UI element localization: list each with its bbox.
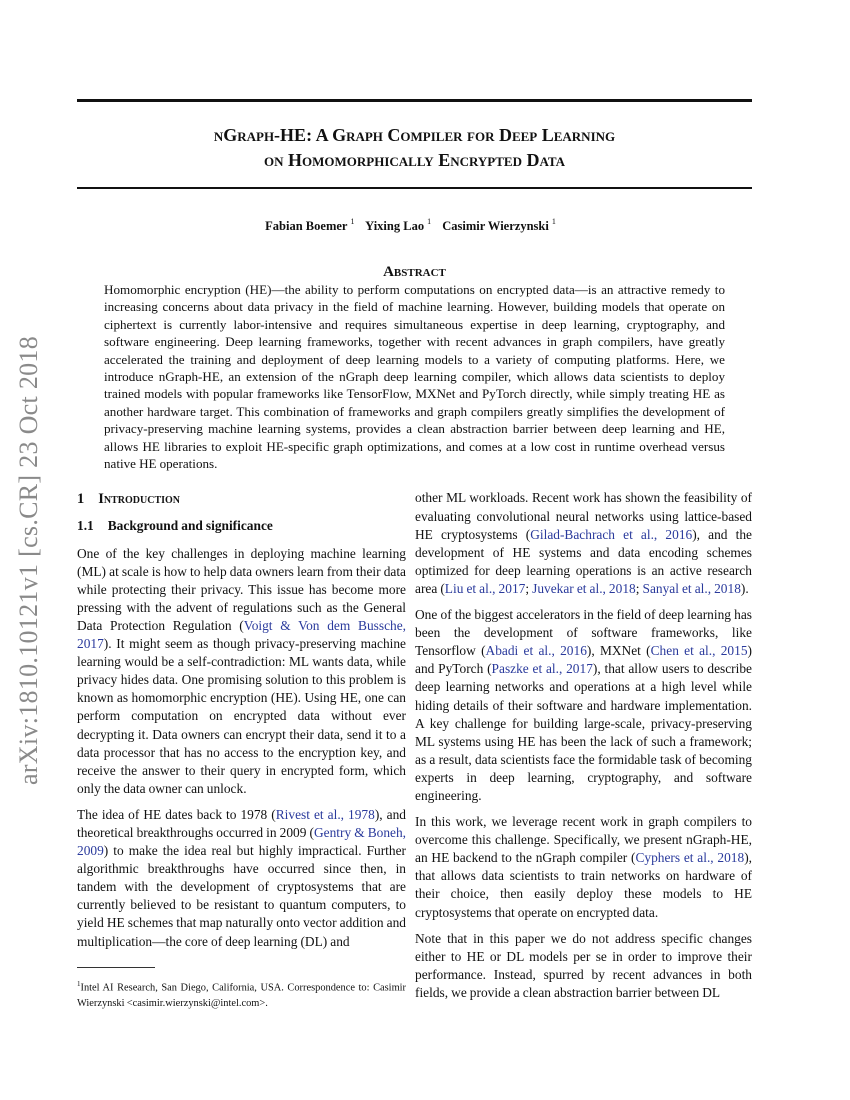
text-run: The idea of HE dates back to 1978 (: [77, 806, 276, 822]
footnote-text: Intel AI Research, San Diego, California, USA. Correspondence to: Casimir Wierzynski <casimir.wierzynski@intel.com>.: [77, 982, 406, 1010]
citation-link[interactable]: Cyphers et al., 2018: [635, 850, 745, 866]
text-run: Note that in this paper we do not address specific changes either to HE or DL models per se in order to improve their performance. Instead, spurred by recent advances in both fields, we provide a clean abstraction barrier between DL: [415, 930, 752, 1000]
paper-title-line-2: on Homomorphically Encrypted Data: [264, 150, 565, 170]
text-run: ). It might seem as though privacy-preserving machine learning would be a self-contradiction: ML wants data, while privacy hides data. One promising solution to this problem is known as homomorphic encryption (HE). Using HE, one can perform computation on encrypted data without ever decrypting it. Data owners can encrypt their data, send it to a data processor that has no access to the encryption key, and receive the answer to their query in encrypted form, which only the data owner can unlock.: [77, 636, 406, 796]
citation-link[interactable]: Abadi et al., 2016: [485, 643, 587, 659]
text-run: ) and PyTorch (: [415, 643, 752, 677]
section-number: 1: [77, 491, 85, 508]
citation-link[interactable]: Liu et al., 2017: [444, 580, 526, 596]
text-run: ).: [740, 580, 749, 596]
right-column: [415, 489, 752, 1012]
footnote: [77, 976, 406, 1012]
citation-link[interactable]: Juvekar et al., 2018: [532, 580, 636, 596]
citation-link[interactable]: Voigt & Von dem Bussche, 2017: [77, 617, 406, 652]
two-column-body: [77, 489, 752, 1012]
citation-link[interactable]: Paszke et al., 2017: [491, 661, 593, 677]
paragraph: [77, 545, 406, 798]
text-run: ), and the development of HE systems and data encoding schemes optimized for deep learning operations is an active research area (: [415, 526, 752, 596]
citation-link[interactable]: Sanyal et al., 2018: [642, 580, 741, 596]
left-body: [77, 545, 406, 959]
right-body: [415, 489, 752, 1002]
text-run: other ML workloads. Recent work has shown the feasibility of evaluating convolutional neural networks using lattice-based HE cryptosystems (: [415, 490, 752, 542]
author-name: Yixing Lao: [365, 219, 425, 233]
text-run: ;: [525, 580, 533, 596]
author-affiliation-mark: 1: [551, 217, 556, 226]
subsection-number: 1.1: [77, 518, 94, 534]
author-affiliation-mark: 1: [350, 217, 355, 226]
arxiv-identifier-stamp: arXiv:1810.10121v1 [cs.CR] 23 Oct 2018: [14, 335, 43, 785]
paragraph: [415, 489, 752, 598]
paragraph: [77, 806, 406, 951]
paper-title-line-1: nGraph-HE: A Graph Compiler for Deep Learning: [213, 125, 616, 145]
subsection-heading: [77, 517, 406, 535]
text-run: ), that allows data scientists to train networks on hardware of their choice, then easily deploy these models to HE cryptosystems that operate on encrypted data.: [415, 850, 752, 920]
citation-link[interactable]: Gilad-Bachrach et al., 2016: [530, 526, 693, 542]
title-bottom-rule: [77, 187, 752, 189]
text-run: ), MXNet (: [586, 643, 651, 659]
author-name: Casimir Wierzynski: [442, 219, 549, 233]
page-body: [77, 264, 752, 1012]
text-run: ) to make the idea real but highly impractical. Further algorithmic breakthroughs have occurred since then, in tandem with the development of cryptosystems that are currently believed to be resistant to quantum computers, to yield HE schemes that map naturally onto vector addition and multiplication—the core of deep learning (DL) and: [77, 843, 406, 949]
text-run: One of the key challenges in deploying machine learning (ML) at scale is how to help data owners learn from their data while protecting their privacy. This issue has become more pressing with the advent of regulations such as the General Data Protection Regulation (: [77, 545, 406, 633]
paragraph: [415, 930, 752, 1002]
citation-link[interactable]: Chen et al., 2015: [650, 643, 748, 659]
paragraph: [415, 606, 752, 805]
author-list: [77, 219, 752, 234]
footnote-block: [77, 959, 406, 1012]
author-affiliation-mark: 1: [427, 217, 432, 226]
text-run: ), and theoretical breakthroughs occurred in 2009 (: [77, 806, 406, 840]
author-name: Fabian Boemer: [265, 219, 348, 233]
left-column: [77, 489, 406, 1012]
text-run: ;: [635, 580, 643, 596]
abstract-text: Homomorphic encryption (HE)—the ability to perform computations on encrypted data—is an attractive remedy to increasing concerns about data privacy in the field of machine learning. However, building models that operate on ciphertext is currently labor-intensive and requires simultaneous expertise in deep learning, cryptography, and software engineering. Deep learning frameworks, together with recent advances in graph compilers, have greatly accelerated the training and deployment of deep learning models to a variety of computing platforms. Here, we introduce nGraph-HE, an extension of the nGraph deep learning compiler, which allows data scientists to deploy trained models with popular frameworks like TensorFlow, MXNet and PyTorch directly, while simply treating HE as another hardware target. This combination of frameworks and graph compilers greatly simplifies the development of privacy-preserving machine learning systems, provides a clean abstraction barrier between deep learning and HE, allows HE libraries to exploit HE-specific graph optimizations, and comes at a low cost in runtime overhead versus native HE operations.: [104, 282, 725, 472]
footnote-rule: [77, 967, 155, 968]
section-title: Introduction: [98, 491, 181, 508]
abstract-heading: Abstract: [383, 264, 446, 280]
subsection-title: Background and significance: [107, 518, 273, 534]
paragraph: [415, 813, 752, 922]
text-run: One of the biggest accelerators in the field of deep learning has been the development of software frameworks, like Tensorflow (: [415, 607, 752, 659]
citation-link[interactable]: Rivest et al., 1978: [275, 806, 375, 822]
text-run: In this work, we leverage recent work in graph compilers to overcome this challenge. Specifically, we present nGraph-HE, an HE backend to the nGraph compiler (: [415, 814, 752, 866]
citation-link[interactable]: Gentry & Boneh, 2009: [77, 824, 406, 859]
footnote-mark: 1: [77, 979, 81, 988]
title-top-rule: [77, 99, 752, 102]
text-run: ), that allow users to describe deep learning networks and operations at a high level while hiding details of their software and hardware implementation. A key challenge for building large-scale, privacy-preserving ML systems using HE has been the lack of such a framework; as a result, data scientists face the formidable task of becoming experts in deep learning, cryptography, and software engineering.: [415, 661, 752, 803]
section-heading: [77, 489, 406, 509]
